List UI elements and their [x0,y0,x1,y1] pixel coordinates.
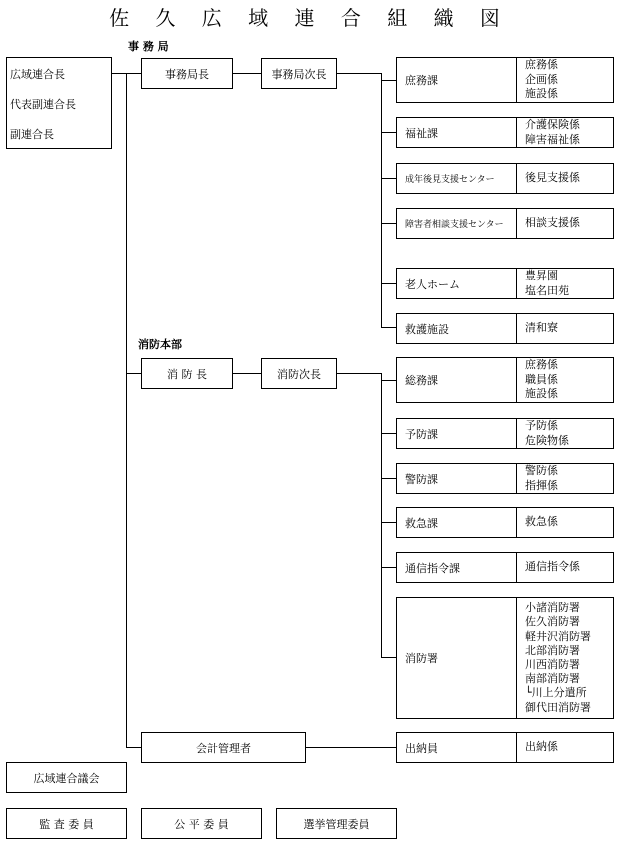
section-name: 危険物係 [525,433,569,447]
section-name: 清和寮 [525,321,558,335]
department-box [396,268,614,299]
section-label-fire-hq: 消防本部 [138,338,182,351]
department-name: 庶務課 [405,74,438,87]
connector [381,380,396,381]
connector [381,657,396,658]
connector [305,747,396,748]
department-name: 警防課 [405,472,438,486]
department-box [396,163,614,194]
divider [516,553,517,582]
leader-label: 代表副連合長 [10,98,76,111]
section-name: 軽井沢消防署 [525,629,591,643]
accounting-manager-box: 会計管理者 [141,732,306,763]
section-name: 指揮係 [525,478,558,492]
department-box [396,418,614,449]
divider [516,598,517,718]
section-name: 職員係 [525,372,558,386]
section-name: 佐久消防署 [525,615,580,629]
connector [381,478,396,479]
department-box [396,507,614,538]
section-label-secretariat: 事 務 局 [128,40,169,53]
divider [516,314,517,343]
section-name: 豊昇園 [525,269,558,282]
department-name: 障害者相談支援センター [405,220,504,230]
connector [381,132,396,133]
leader-label: 広域連合長 [10,68,65,81]
section-name: 塩名田苑 [525,283,569,297]
section-name: 企画係 [525,72,558,86]
connector [232,73,261,74]
department-box [396,313,614,344]
section-name: 施設係 [525,387,558,401]
department-box [396,357,614,403]
connector [381,373,382,657]
section-name: 警防係 [525,464,558,477]
department-name: 老人ホーム [405,277,460,291]
divider [516,118,517,147]
divider [516,508,517,537]
connector [232,373,261,374]
secretariat-deputy-box: 事務局次長 [261,58,337,89]
divider [516,419,517,448]
department-name: 通信指令課 [405,561,460,575]
fire-deputy-box: 消防次長 [261,358,337,389]
connector [381,73,382,327]
section-name: 施設係 [525,87,558,101]
section-name: 予防係 [525,419,558,432]
divider [516,269,517,298]
section-name: 相談支援係 [525,216,580,230]
connector [381,80,396,81]
secretariat-head-box: 事務局長 [141,58,233,89]
connector [381,433,396,434]
department-name: 出納員 [405,741,438,755]
connector [126,747,141,748]
divider [516,58,517,102]
leaders-box [6,57,112,149]
department-name: 消防署 [405,652,438,665]
connector [336,373,381,374]
connector [381,567,396,568]
connector [126,373,141,374]
department-box [396,463,614,494]
connector [336,73,381,74]
department-box [396,208,614,239]
section-name: 小諸消防署 [525,601,580,615]
department-box [396,597,614,719]
section-name: 障害福祉係 [525,132,580,146]
department-name: 成年後見支援センター [405,175,495,185]
department-box [396,552,614,583]
department-box [396,57,614,103]
committee-box: 公 平 委 員 [141,808,262,839]
section-name: 介護保険係 [525,118,580,131]
section-name: 通信指令係 [525,560,580,574]
department-name: 予防課 [405,427,438,441]
committee-box: 監 査 委 員 [6,808,127,839]
department-name: 福祉課 [405,126,438,140]
connector [381,223,396,224]
section-name: 庶務係 [525,358,558,372]
divider [516,164,517,193]
connector [381,327,396,328]
section-name: 川西消防署 [525,658,580,671]
divider [516,209,517,238]
department-name: 総務課 [405,374,438,387]
section-name: 救急係 [525,515,558,529]
connector [381,178,396,179]
assembly-box: 広域連合議会 [6,762,127,793]
section-name: 出納係 [525,740,558,754]
department-box [396,117,614,148]
department-box [396,732,614,763]
section-name: 北部消防署 [525,643,580,657]
department-name: 救急課 [405,516,438,530]
divider [516,358,517,402]
connector [381,283,396,284]
section-name: 庶務係 [525,58,558,72]
department-name: 救護施設 [405,322,449,336]
chart-title: 佐 久 広 域 連 合 組 織 図 [109,6,510,30]
section-name: └川上分遣所 [525,686,587,700]
connector [126,73,127,747]
section-name: 御代田消防署 [525,700,591,714]
divider [516,733,517,762]
fire-chief-box: 消 防 長 [141,358,233,389]
section-name: 後見支援係 [525,171,580,185]
connector [381,522,396,523]
committee-box: 選挙管理委員 [276,808,397,839]
section-name: 南部消防署 [525,672,580,686]
leader-label: 副連合長 [10,128,54,141]
divider [516,464,517,493]
